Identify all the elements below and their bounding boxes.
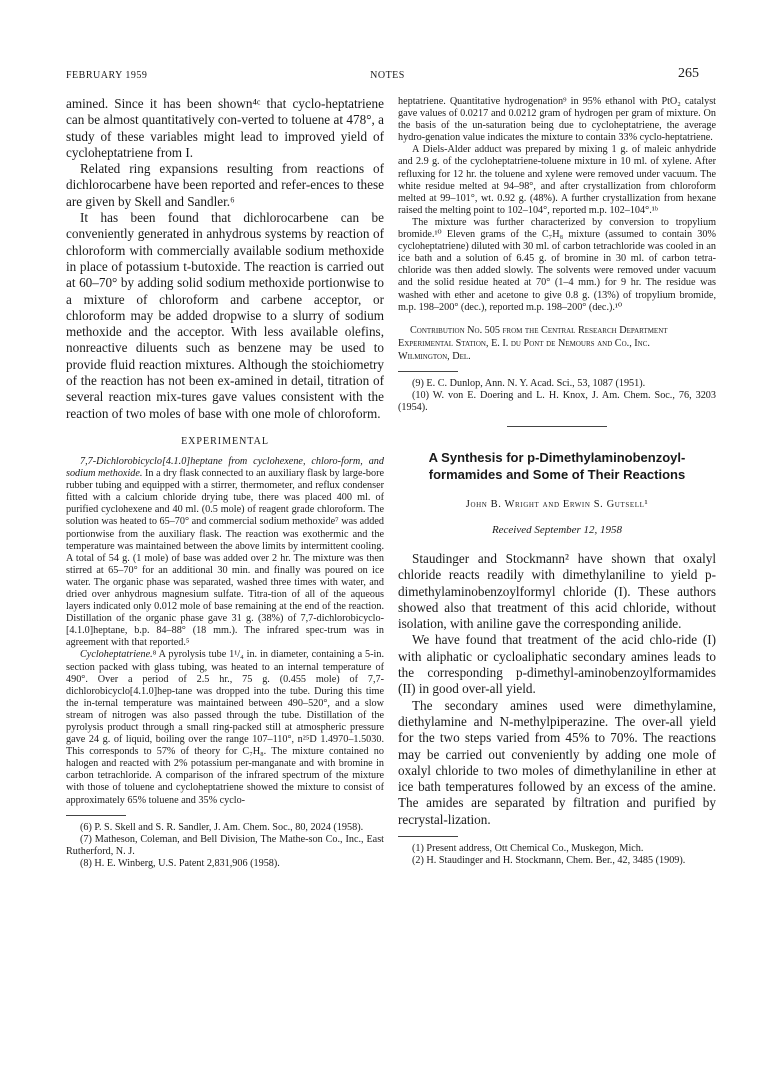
article-authors: John B. Wright and Erwin S. Gutsell¹ [465,498,649,510]
footnote-rule [66,815,126,816]
footnote: (9) E. C. Dunlop, Ann. N. Y. Acad. Sci., 53, 1087 (1951). [412,377,646,389]
body-paragraph: Staudinger and Stockmann² have shown that oxalyl chloride reacts readily with dimethylaniline to yield p-dimethylaminobenzoylformyl chloride (I). These authors showed also that treatment of this acid chloride, without isolation, with aniline gave the corresponding anilide. [398,550,716,632]
experimental-paragraph [66,649,384,806]
running-header-date: FEBRUARY 1959 [66,70,148,81]
experimental-paragraph: The mixture was further characterized by conversion to tropylium bromide.¹⁰ Eleven grams of the C₇H₈ mixture (assumed to contain 30% cycloheptatriene) diluted with 30 ml. of carbon tetrachloride was cooled in an ice bath and a solution of 6.45 g. of bromine in 30 ml. of carbon tetra-chloride was then added slowly. The solvents were removed under vacuum and the solid residue heated at 70° (1–4 mm.) for 9 hr. The residue was washed with ether and acetone to give 0.8 g. (13%) of tropylium bromide, m.p. 198–200° (dec.), reported m.p. 198–200° (dec.).¹⁰ [398,216,716,313]
footnote-rule [398,836,458,837]
page-number: 265 [678,66,699,81]
body-paragraph: We have found that treatment of the acid chlo-ride (I) with aliphatic or cycloaliphatic secondary amines leads to the corresponding p-dimethyl-aminobenzoylformamides (II) in good over-all yield. [398,632,716,697]
affiliation [398,324,716,363]
affiliation-line: Contribution No. 505 from the Central Research Department [410,324,668,336]
body-paragraph: amined. Since it has been shown⁴ᶜ that cyclo-heptatriene can be almost quantitatively con-verted to toluene at 478°, a study of these variables might lead to improved yield of cycloheptatriene from I. [66,96,384,160]
article-separator [507,426,607,427]
running-header-section: NOTES [370,70,405,81]
procedure-title: Cycloheptatriene. [80,649,153,661]
body-paragraph: It has been found that dichlorocarbene can be conveniently generated in anhydrous systems by reaction of chloroform with commercially available sodium methoxide in place of potassium t-butoxide. The reaction is carried out at 60–70° by adding solid sodium methoxide portionwise to a mixture of chloroform and carbene acceptor, or chloroform may be added dropwise to a slurry of sodium methoxide and the acceptor. With less available olefins, nonreactive diluents such as benzene may be used to provide fluid reaction mixtures. Although the stoichiometry of the reaction has not been ex-amined in detail, titration of several reaction mix-tures gave values consistent with the reaction of two moles of base with one mole of chloroform. [66,210,384,421]
affiliation-line: Wilmington, Del. [398,350,471,362]
footnote: (10) W. von E. Doering and L. H. Knox, J. Am. Chem. Soc., 76, 3203 (1954). [398,389,716,413]
procedure-text: ⁸ A pyrolysis tube 1¹/₄ in. in diameter, containing a 5-in. section packed with glass tubing, was heated to an internal temperature of 490°. Over a period of 2.5 hr., 75 g. (0.455 mole) of 7,7-dichlorobicyclo[4.1.0]hep-tane was dropped into the tube. During this time the in-ternal temperature was maintained between 490–520°, and a slow stream of nitrogen was also passed through the tube. Distillation of the pyrolysis product through a small ring-packed still at atmospheric pressure gave 24 g. of liquid, boiling over the range 107–110°, n²⁵D 1.4970–1.5030. This corresponds to 57% of theory for C₇H₈. The mixture contained no halogen and reacted with 2% potassium per-manganate and with bromine in carbon tetrachloride. A comparison of the infrared spectrum of the mixture with those of toluene and cycloheptatriene showed the mixture to consist of approximately 65% toluene and 35% cyclo- [66,649,384,806]
article-title: A Synthesis for p-Dimethylaminobenzoyl-formamides and Some of Their Reactions [428,449,686,482]
procedure-text: In a dry flask connected to an auxiliary flask by large-bore rubber tubing and equipped with a stirrer, thermometer, and reflux condenser fitted with a calcium chloride drying tube, there was placed 400 ml. of purified cyclohexene and 40 ml. (0.5 mole) of reagent grade chloroform. The solution was heated to 65–70° and commercial sodium methoxide⁷ was added portionwise from the auxiliary flask. The reaction was exothermic and the temperature was maintained between the above limits by intermittent cooling. A total of 54 g. (1 mole) of base was added over 2 hr. The mixture was then stirred at 65–70° for an additional 30 min. and finally was poured on ice water. The organic phase was separated, washed three times with water, and dried over anhydrous magnesium sulfate. Titra-tion of all of the aqueous layers indicated only 0.012 mole of base remaining at the end of the reaction. Distillation of the organic phase gave 31 g. (38%) of 7,7-dichlorobicyclo-[4.1.0]heptane, b.p. 84–88° (18 mm.). The infrared spec-trum was in agreement with that reported.⁵ [66,468,384,649]
affiliation-line: Experimental Station, E. I. du Pont de Nemours and Co., Inc. [398,337,650,349]
experimental-paragraph: A Diels-Alder adduct was prepared by mixing 1 g. of maleic anhydride and 2.9 g. of the cycloheptatriene-toluene mixture in 10 ml. of xylene. After refluxing for 12 hr. the toluene and xylene were removed under vacuum. The white residue melted at 94–98°, and after crystallization from chloroform melted at 99–101°, wt. 0.92 g. (48%). A further crystallization from hexane raised the melting point to 102–104°, reported m.p. 102–104°.¹ᵇ [398,144,716,216]
body-paragraph: Related ring expansions resulting from reactions of dichlorocarbene have been reported and refer-ences to these are given by Skell and Sandler.⁶ [66,161,384,209]
footnote: (8) H. E. Winberg, U.S. Patent 2,831,906 (1958). [80,857,280,869]
experimental-paragraph [66,456,384,650]
procedure-title: 7,7-Dichlorobicyclo[4.1.0]heptane from cyclohexene, chloro-form, and sodium methoxide. [66,455,384,480]
body-paragraph: The secondary amines used were dimethylamine, diethylamine and N-methylpiperazine. The over-all yield for the two steps varied from 45% to 70%. The reactions may be carried out conveniently by adding one mole of oxalyl chloride to two moles of dimethylaniline in ether at ice bath temperatures followed by an excess of the amine. The amides are separated by filtration and purified by recrystal-lization. [398,697,716,827]
footnote: (7) Matheson, Coleman, and Bell Division, The Mathe-son Co., Inc., East Rutherford, N. J. [66,833,384,857]
footnote-rule [398,371,458,372]
received-date: Received September 12, 1958 [491,523,623,536]
footnote: (6) P. S. Skell and S. R. Sandler, J. Am. Chem. Soc., 80, 2024 (1958). [80,821,364,833]
experimental-heading: EXPERIMENTAL [181,435,269,447]
footnote: (1) Present address, Ott Chemical Co., Muskegon, Mich. [412,843,644,855]
footnote: (2) H. Staudinger and H. Stockmann, Chem. Ber., 42, 3485 (1909). [412,855,686,867]
left-column [66,96,384,870]
experimental-paragraph: heptatriene. Quantitative hydrogenation⁹ in 95% ethanol with PtO₂ catalyst gave values of 0.0217 and 0.0212 gram of hydrogen per gram of mixture. On the basis of the un-saturation being due to cycloheptatriene, the average hydro-genation value indicates the mixture to contain 33% cyclo-heptatriene. [398,96,716,144]
right-column [398,96,716,867]
